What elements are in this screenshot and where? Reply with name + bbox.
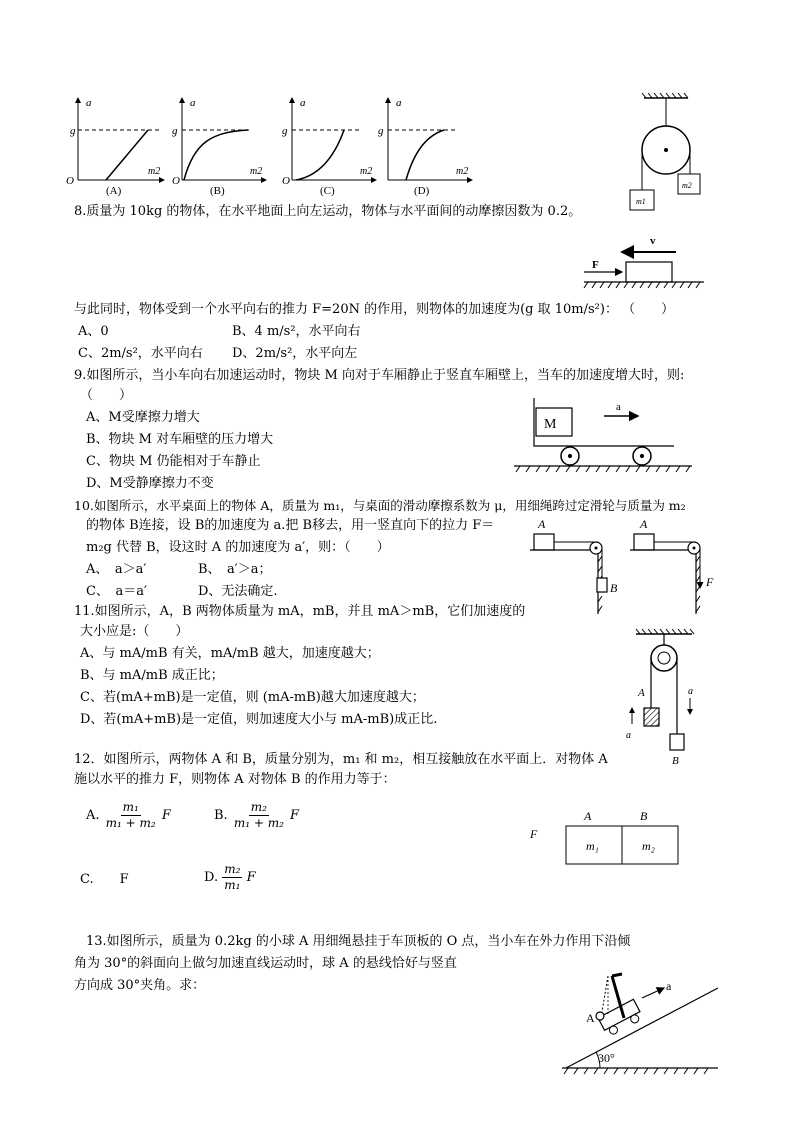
q10-figure <box>528 516 724 616</box>
q9-a-label: a <box>616 401 621 413</box>
q11-stem2: 大小应是:（ ） <box>80 624 189 639</box>
pulley-figure <box>616 92 716 216</box>
graph-d-x-label: m2 <box>456 166 469 177</box>
graph-c <box>282 97 376 197</box>
q9-option-b: B、物块 M 对车厢壁的压力增大 <box>86 432 274 447</box>
q13-angle-label: 30° <box>598 1051 615 1065</box>
q12-stem2: 施以水平的推力 F，则物体 A 对物体 B 的作用力等于： <box>74 772 396 787</box>
q11-stem: 11.如图所示，A，B 两物体质量为 mA，mB，并且 mA＞mB，它们加速度的 <box>74 604 526 619</box>
q8-option-d: D、2m/s²，水平向左 <box>232 346 358 361</box>
q12-option-d-fraction: $\frac{\text{m₂}}{\text{m₁}}$ <box>224 862 241 892</box>
q8-stem2: 与此同时，物体受到一个水平向右的推力 F=20N 的作用，则物体的加速度为(g 取 10m/s²)： （ ） <box>74 302 675 317</box>
q11-a-right-label: a <box>688 686 693 697</box>
q10-right-A-label: A <box>640 517 648 531</box>
q11-option-d: D、若(mA+mB)是一定值，则加速度大小与 mA-mB)成正比. <box>80 712 438 727</box>
q10-left-A-label: A <box>538 517 546 531</box>
q8-figure <box>578 230 708 298</box>
graph-d-g-label: g <box>378 125 384 137</box>
q10-F-label: F <box>706 575 714 589</box>
graph-a-y-label: a <box>86 97 92 109</box>
graph-c-label: (C) <box>320 185 335 197</box>
q10-B-label: B <box>610 581 618 595</box>
graph-b-g-label: g <box>172 125 178 137</box>
graph-a-x-label: m2 <box>148 166 161 177</box>
q9-paren: （ ） <box>80 388 133 403</box>
graph-a <box>66 97 164 197</box>
q11-figure <box>618 628 708 768</box>
graph-c-y-label: a <box>300 97 306 109</box>
q13-stem3: 方向成 30°夹角。求： <box>74 978 206 993</box>
q11-option-c: C、若(mA+mB)是一定值，则 (mA-mB)越大加速度越大； <box>80 690 425 705</box>
q12-option-d: D. $\frac{\text{m₂}}{\text{m₁}}$ F <box>204 862 256 892</box>
q10-option-b: B、 a′＞a； <box>198 562 272 577</box>
graph-d <box>378 97 472 197</box>
q9-figure <box>512 394 694 474</box>
q8-option-b: B、4 m/s²，水平向右 <box>232 324 361 339</box>
q11-a-left-label: a <box>626 730 631 741</box>
q11-option-b: B、与 mA/mB 成正比； <box>80 668 224 683</box>
q9-option-d: D、M受静摩擦力不变 <box>86 476 214 491</box>
q10-stem3: m₂g 代替 B，设这时 A 的加速度为 a′，则：（ ） <box>86 540 390 555</box>
q13-figure <box>560 966 724 1078</box>
q13-stem2: 角为 30°的斜面向上做匀加速直线运动时，球 A 的悬线恰好与竖直 <box>74 956 457 971</box>
graph-b <box>172 97 266 197</box>
q10-stem2: 的物体 B连接，设 B的加速度为 a.把 B移去，用一竖直向下的拉力 F＝ <box>86 518 495 533</box>
q10-option-a: A、 a＞a′ <box>86 562 147 577</box>
acceleration-graphs <box>62 92 482 200</box>
q12-option-a-fraction: $\frac{\text{m₁}}{\text{m₁ + m₂}}$ <box>105 800 156 830</box>
q12-F-label: F <box>530 827 538 841</box>
q12-option-c: C. F <box>80 872 129 887</box>
pulley-m2-label: m2 <box>682 181 692 190</box>
q8-option-a: A、0 <box>78 324 109 339</box>
q10-option-d: D、无法确定. <box>198 584 278 599</box>
q12-option-b-fraction: $\frac{\text{m₂}}{\text{m₁ + m₂}}$ <box>233 800 284 830</box>
q11-option-a: A、与 mA/mB 有关，mA/mB 越大，加速度越大； <box>80 646 380 661</box>
q13-stem: 13.如图所示，质量为 0.2kg 的小球 A 用细绳悬挂于车顶板的 O 点，当小车在外力作用下沿倾 <box>86 934 631 949</box>
q9-option-a: A、M受摩擦力增大 <box>86 410 200 425</box>
q9-M-label: M <box>544 417 557 432</box>
graph-b-label: (B) <box>210 185 225 197</box>
q12-m1-label: m₁ <box>586 839 599 853</box>
q8-stem: 8.质量为 10kg 的物体，在水平地面上向左运动，物体与水平面间的动摩擦因数为 0.2。 <box>74 204 582 219</box>
q11-A-label: A <box>638 687 645 699</box>
q12-option-b: B. $\frac{\text{m₂}}{\text{m₁ + m₂}}$ F <box>214 800 300 830</box>
q12-figure <box>526 808 686 872</box>
q8-F-label: F <box>592 259 599 271</box>
q12-A-label: A <box>584 809 592 823</box>
graph-b-y-label: a <box>190 97 196 109</box>
q9-stem: 9.如图所示，当小车向右加速运动时，物块 M 向对于车厢静止于竖直车厢壁上，当车的加速度增大时，则: <box>74 368 685 383</box>
q9-option-c: C、物块 M 仍能相对于车静止 <box>86 454 261 469</box>
graph-a-origin: O <box>66 175 74 187</box>
graph-d-label: (D) <box>414 185 430 197</box>
graph-b-origin: O <box>172 175 180 187</box>
graph-d-y-label: a <box>396 97 402 109</box>
graph-c-g-label: g <box>282 125 288 137</box>
q10-stem: 10.如图所示，水平桌面上的物体 A，质量为 m₁，与桌面的滑动摩擦系数为 μ，用细绳跨过定滑轮与质量为 m₂ <box>74 498 686 513</box>
graph-c-x-label: m2 <box>360 166 373 177</box>
pulley-m1-label: m1 <box>636 197 646 206</box>
q12-stem: 12．如图所示，两物体 A 和 B，质量分别为，m₁ 和 m₂，相互接触放在水平面上．对物体 A <box>74 752 608 767</box>
q13-A-label: A <box>586 1011 595 1025</box>
graph-b-x-label: m2 <box>250 166 263 177</box>
graph-c-origin: O <box>282 175 290 187</box>
q12-m2-label: m₂ <box>642 839 655 853</box>
q8-option-c: C、2m/s²，水平向右 <box>78 346 203 361</box>
q12-B-label: B <box>640 809 648 823</box>
graph-a-label: (A) <box>106 185 122 197</box>
q8-v-label: v <box>650 235 656 247</box>
q11-B-label: B <box>672 755 679 767</box>
q12-option-a: A. $\frac{\text{m₁}}{\text{m₁ + m₂}}$ F <box>86 800 171 830</box>
q13-a-label: a <box>666 979 672 993</box>
q10-option-c: C、 a＝a′ <box>86 584 147 599</box>
graph-a-g-label: g <box>70 125 76 137</box>
